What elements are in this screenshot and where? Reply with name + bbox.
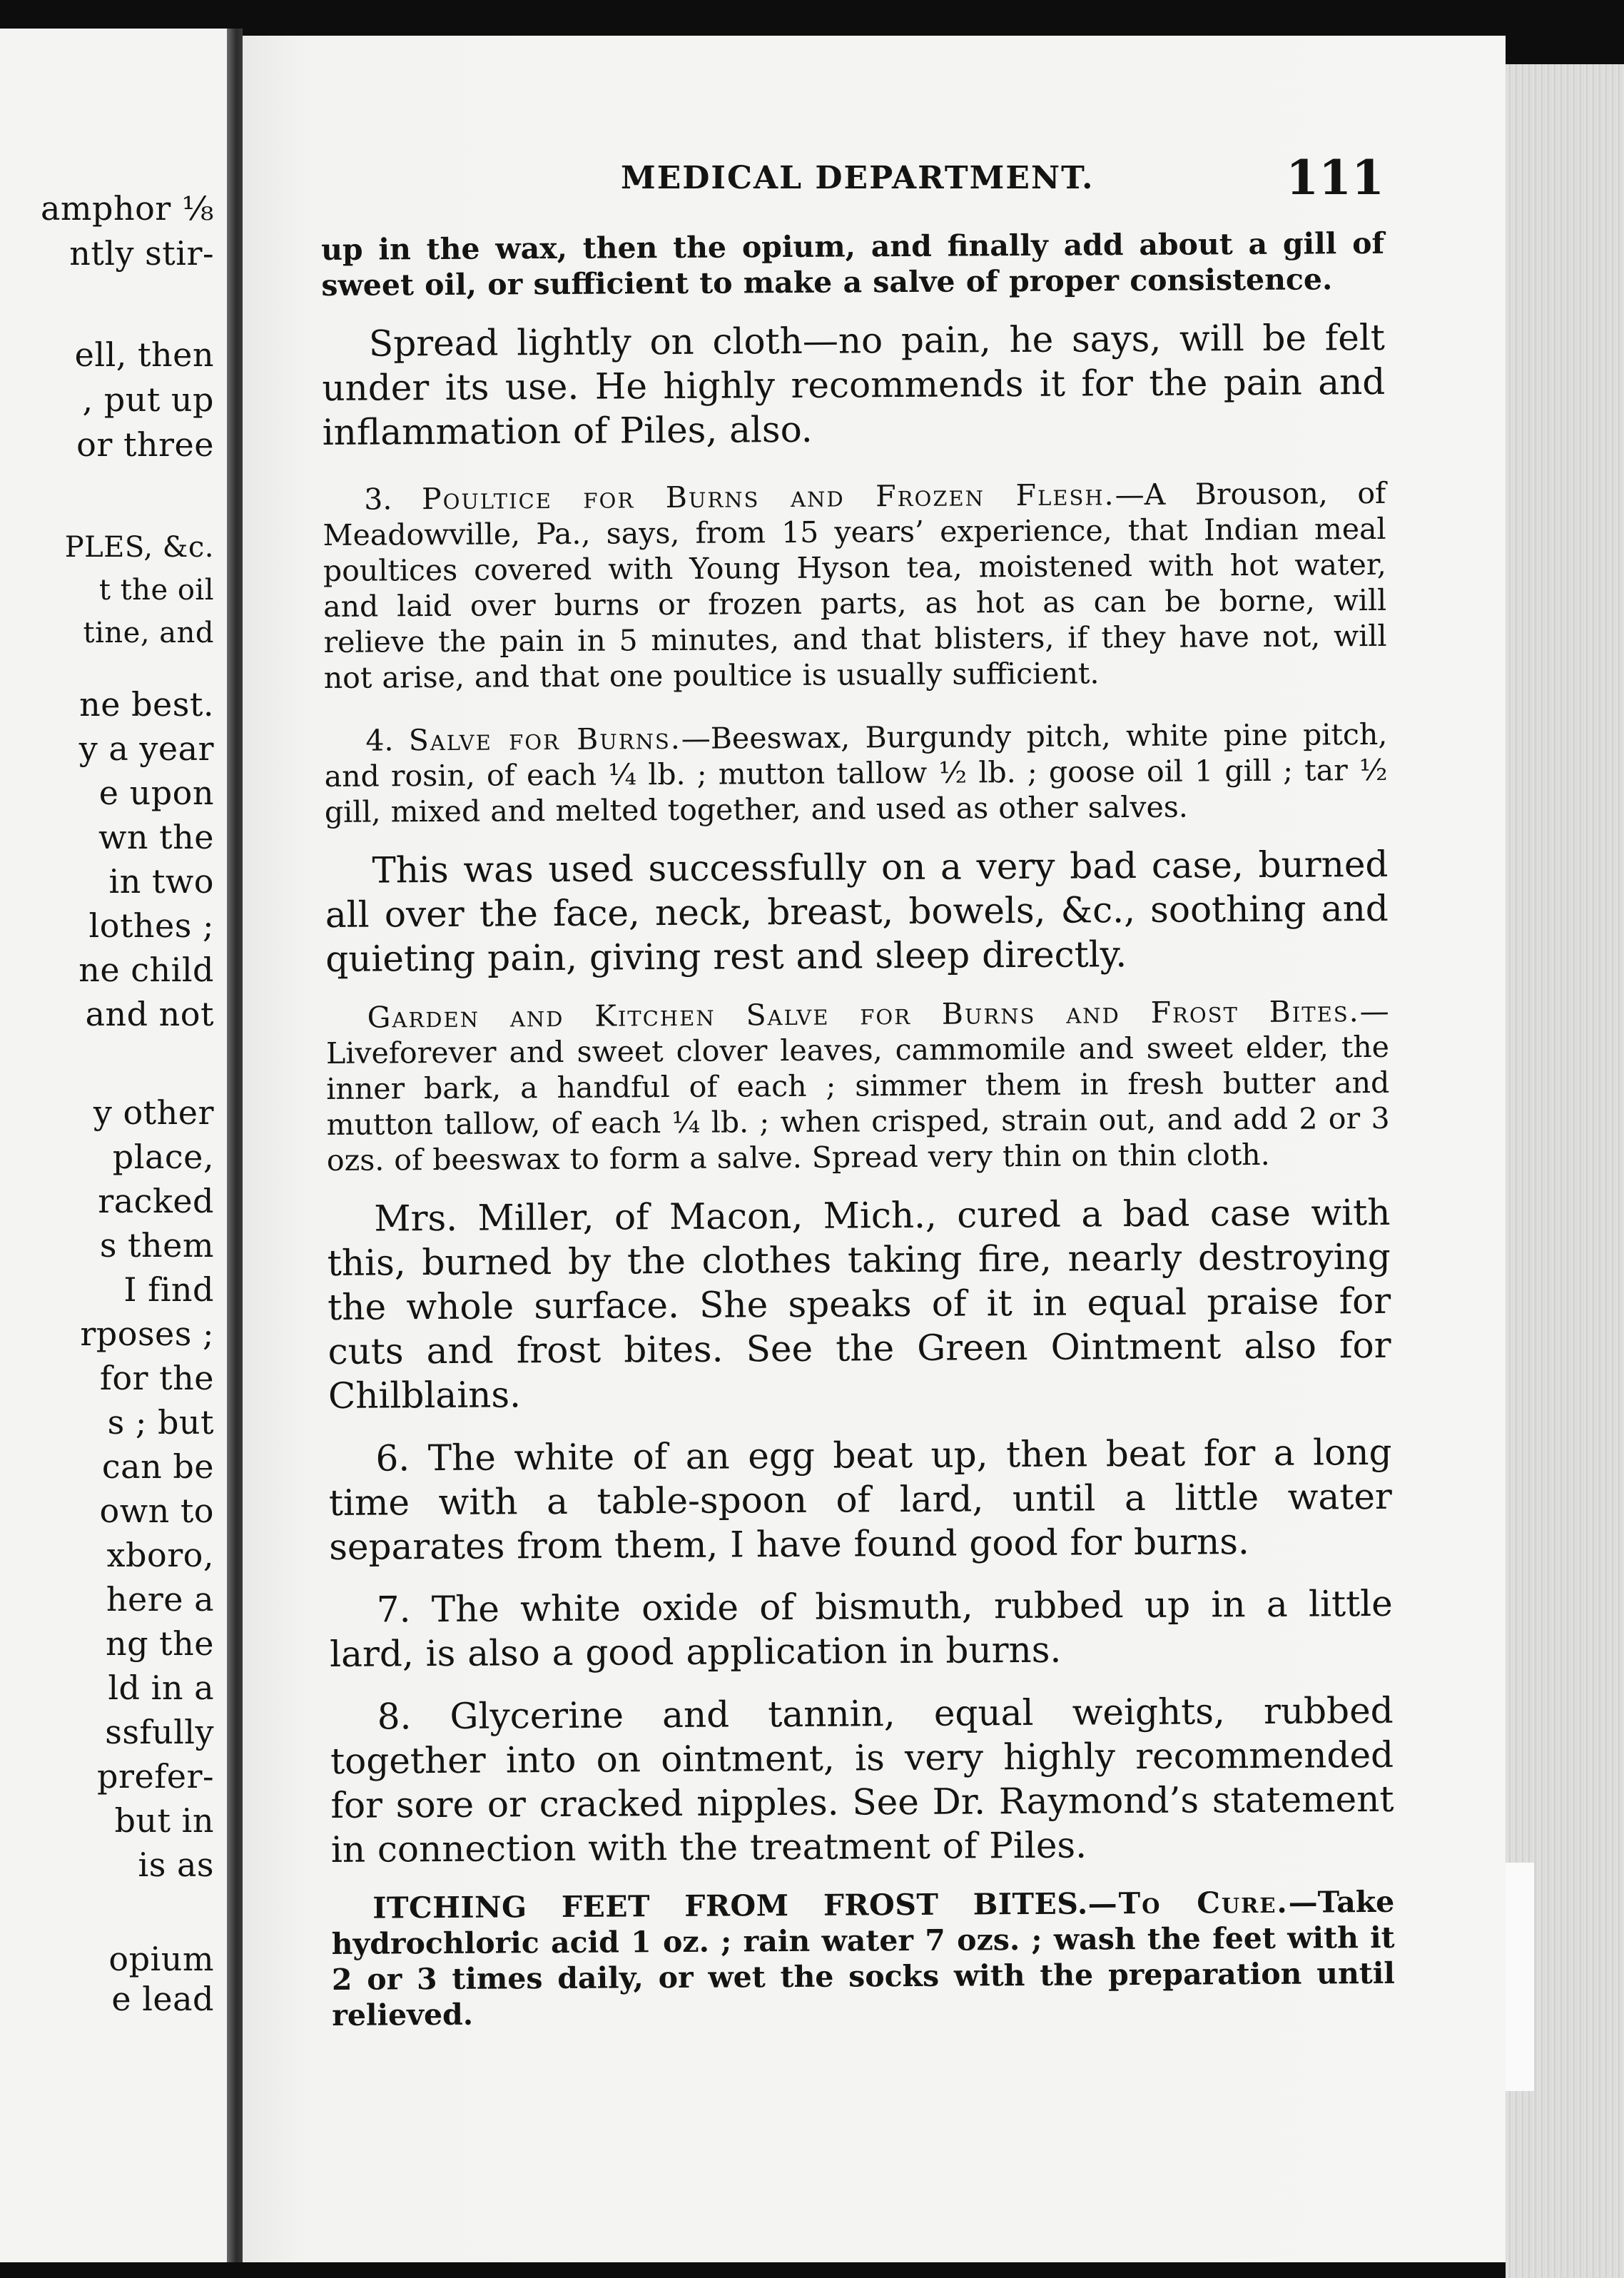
paragraph-salve-for-burns: [324, 717, 1388, 830]
paragraph-continuation: up in the wax, then the opium, and finally add about a gill of sweet oil, or sufficient to make a salve of proper consistence.: [321, 226, 1385, 303]
paragraph-text: —Liveforever and sweet clover leaves, cammomile and sweet elder, the inner bark, a handful of each ; simmer them in fresh butter and mutton tallow, of each ¼ lb. ; when crisped, strain out, and add 2 or 3 ozs. of beeswax to form a salve. Spread very thin on thin cloth.: [325, 993, 1390, 1178]
paragraph-spread-lightly: Spread lightly on cloth—no pain, he says, will be felt under its use. He highly recommends it for the pain and inflammation of Piles, also.: [322, 316, 1386, 453]
left-page-fragment: y a year: [78, 729, 214, 768]
paragraph-garden-kitchen-salve: [326, 993, 1390, 1178]
running-head: [328, 150, 1384, 207]
page-body: [321, 226, 1395, 2033]
left-page-fragment: t the oil: [98, 574, 214, 607]
left-page-fragment: wn the: [98, 818, 214, 856]
left-page-fragment: , put up: [82, 380, 214, 419]
left-page-fragment: ell, then: [74, 335, 214, 374]
left-page-fragment: ne best.: [79, 685, 214, 724]
left-page-fragment: e upon: [98, 774, 214, 812]
left-page-fragment: rposes ;: [80, 1315, 214, 1353]
page-edge-highlight: [1506, 1863, 1534, 2091]
left-page-fragment: lothes ;: [88, 906, 214, 945]
left-page-fragment: and not: [85, 995, 214, 1033]
paragraph-item-7: 7. The white oxide of bismuth, rubbed up in a little lard, is also a good application in burns.: [329, 1582, 1393, 1675]
left-page-fragment: ntly stir-: [69, 234, 214, 273]
page-title: MEDICAL DEPARTMENT.: [621, 160, 1095, 196]
section-heading-poultice: Poultice for Burns and Frozen Flesh.: [421, 477, 1115, 517]
paragraph-itching-feet: [331, 1884, 1395, 2033]
section-heading-garden-salve: Garden and Kitchen Salve for Burns and Frost Bites.: [367, 994, 1360, 1035]
left-page-fragment: ssfully: [105, 1713, 214, 1751]
section-subheading-to-cure: —To Cure.: [1087, 1885, 1289, 1921]
left-page-fragment: I find: [123, 1270, 214, 1309]
left-page-fragment: ne child: [78, 951, 214, 989]
book-gutter: [227, 29, 243, 2262]
left-page-fragment: for the: [99, 1359, 214, 1397]
left-page-fragment: in two: [108, 862, 214, 901]
left-page-fragment: is as: [138, 1846, 214, 1884]
section-heading-salve: Salve for Burns.: [408, 721, 681, 758]
section-heading-itching-feet: ITCHING FEET FROM FROST BITES.: [372, 1886, 1088, 1925]
left-page-fragment: can be: [101, 1447, 214, 1486]
left-page-fragment: xboro,: [106, 1536, 214, 1574]
left-page-fragment: prefer-: [97, 1757, 214, 1796]
paragraph-item-6: 6. The white of an egg beat up, then beat for a long time with a table-spoon of lard, until a little water separates from them, I have found good for burns.: [328, 1431, 1393, 1568]
left-page-fragment: s them: [99, 1226, 214, 1265]
left-page-fragment: tine, and: [83, 617, 214, 649]
left-page-fragment: e lead: [111, 1980, 214, 2018]
left-page-fragment: place,: [112, 1138, 214, 1176]
left-page-fragment: y other: [93, 1093, 214, 1132]
paragraph-mrs-miller: Mrs. Miller, of Macon, Mich., cured a bad case with this, burned by the clothes taking fire, nearly destroying the whole surface. She speaks of it in equal praise for cuts and frost bites. See the Green Ointment also for Chilblains.: [327, 1191, 1391, 1417]
item-number: 4.: [365, 723, 394, 758]
left-page-fragment: amphor ⅛: [40, 189, 214, 228]
page-number: 111: [1286, 150, 1384, 206]
left-page-fragment: here a: [106, 1580, 214, 1619]
paragraph-text: —Beeswax, Burgundy pitch, white pine pitch, and rosin, of each ¼ lb. ; mutton tallow ½ lb. ; goose oil 1 gill ; tar ½ gill, mixed and melted together, and used as other salves.: [324, 717, 1388, 829]
left-page-fragment: but in: [114, 1801, 214, 1840]
left-page-fragment: ld in a: [108, 1669, 214, 1707]
left-page-fragment: PLES, &c.: [64, 531, 214, 564]
paragraph-item-8: 8. Glycerine and tannin, equal weights, rubbed together into on ointment, is very highly recommended for sore or cracked nipples. See Dr. Raymond’s statement in connection with the treatment of Piles.: [330, 1689, 1394, 1871]
left-page-fragment: opium: [108, 1940, 214, 1978]
left-page-fragment: s ; but: [107, 1403, 214, 1442]
left-facing-page: [0, 29, 227, 2262]
paragraph-poultice-burns: [323, 475, 1387, 696]
left-page-fragment: or three: [76, 425, 214, 464]
paragraph-text: —A Brouson, of Meadowville, Pa., says, from 15 years’ experience, that Indian meal poultices covered with Young Hyson tea, moistened with hot water, and laid over burns or frozen parts, as hot as can be borne, will relieve the pain in 5 minutes, and that blisters, if they have not, will not arise, and that one poultice is usually sufficient.: [323, 475, 1387, 695]
paragraph-text: —Take hydrochloric acid 1 oz. ; rain water 7 ozs. ; wash the feet with it 2 or 3 times daily, or wet the socks with the preparation until relieved.: [331, 1884, 1396, 2033]
paragraph-bad-case: This was used successfully on a very bad case, burned all over the face, neck, breast, bowels, &c., soothing and quieting pain, giving rest and sleep directly.: [325, 843, 1389, 980]
left-page-fragment: racked: [98, 1182, 214, 1220]
item-number: 3.: [364, 482, 392, 517]
left-page-fragment: own to: [99, 1492, 214, 1530]
left-page-fragment: ng the: [105, 1624, 214, 1663]
